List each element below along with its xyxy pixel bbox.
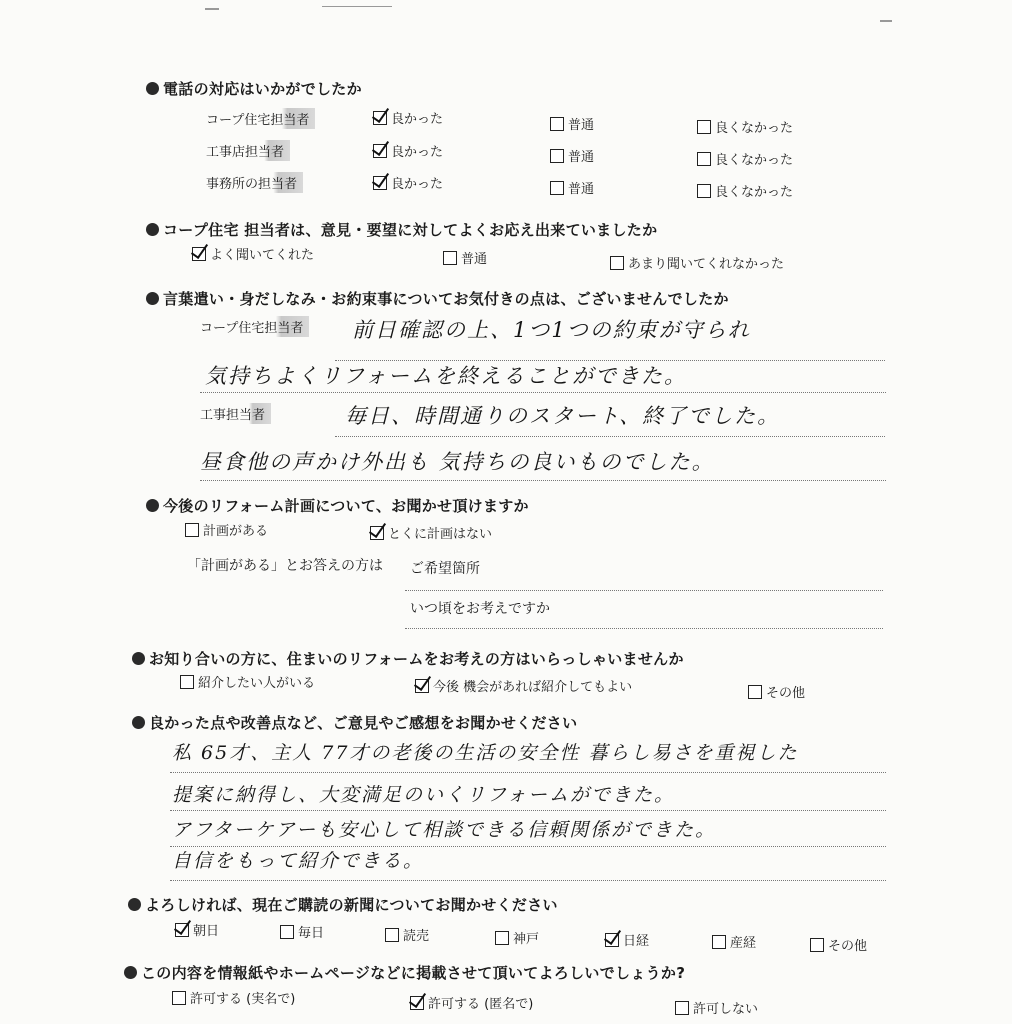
checkbox-icon[interactable] — [712, 935, 726, 949]
q8-opt-deny[interactable]: 許可しない — [675, 998, 758, 1017]
checkbox-icon[interactable] — [697, 184, 711, 198]
q3-coop-line1: 前日確認の上、1つ1つの約束が守られ — [352, 318, 751, 342]
q4-when-label: いつ頃をお考えですか — [410, 601, 550, 617]
q1-office-normal[interactable]: 普通 — [550, 178, 594, 197]
dotted-line — [170, 810, 886, 811]
q7-opt-other[interactable]: その他 — [810, 935, 867, 954]
when-field[interactable] — [405, 628, 883, 629]
place-field[interactable] — [405, 590, 883, 591]
q3-kouji-line1: 毎日、時間通りのスタート、終了でした。 — [345, 404, 781, 428]
q7-opt-nikkei[interactable]: 日経 — [605, 930, 649, 949]
checkbox-icon[interactable] — [373, 176, 387, 190]
q7-title: よろしければ、現在ご購読の新聞についてお聞かせください — [128, 894, 558, 915]
checkbox-icon[interactable] — [192, 247, 206, 261]
checkbox-icon[interactable] — [175, 923, 189, 937]
q1-role-coop: コープ住宅担当者 — [204, 108, 315, 129]
checkbox-icon[interactable] — [550, 181, 564, 195]
q1-kouji-good[interactable]: 良かった — [373, 141, 443, 160]
checkbox-icon[interactable] — [697, 120, 711, 134]
q8-opt-realname[interactable]: 許可する (実名で) — [172, 988, 295, 1007]
q1-role-office: 事務所の担当者 — [204, 172, 303, 193]
q7-opt-asahi[interactable]: 朝日 — [175, 920, 219, 939]
scan-artifact — [205, 8, 219, 10]
q6-line3: アフターケアーも安心して相談できる信頼関係ができた。 — [172, 819, 717, 841]
dotted-line — [170, 880, 886, 881]
checkbox-icon[interactable] — [810, 938, 824, 952]
checkbox-icon[interactable] — [550, 117, 564, 131]
q1-office-good[interactable]: 良かった — [373, 173, 443, 192]
checkbox-icon[interactable] — [370, 526, 384, 540]
q2-opt-bad[interactable]: あまり聞いてくれなかった — [610, 253, 784, 272]
q5-opt-future[interactable]: 今後 機会があれば紹介してもよい — [415, 676, 632, 695]
q7-opt-sankei[interactable]: 産経 — [712, 932, 756, 951]
dotted-line — [200, 392, 886, 393]
q1-coop-normal[interactable]: 普通 — [550, 114, 594, 133]
q6-title: 良かった点や改善点など、ご意見やご感想をお聞かせください — [132, 712, 577, 733]
dotted-line — [200, 480, 886, 481]
checkbox-icon[interactable] — [185, 523, 199, 537]
checkbox-icon[interactable] — [410, 996, 424, 1010]
q2-opt-good[interactable]: よく聞いてくれた — [192, 244, 314, 263]
checkbox-icon[interactable] — [495, 931, 509, 945]
q4-opt-noplan[interactable]: とくに計画はない — [370, 523, 492, 542]
dotted-line — [335, 436, 885, 437]
scan-artifact — [322, 6, 392, 7]
q6-line2: 提案に納得し、大変満足のいくリフォームができた。 — [172, 784, 676, 806]
checkbox-icon[interactable] — [373, 111, 387, 125]
q1-role-kouji: 工事店担当者 — [204, 140, 290, 161]
checkbox-icon[interactable] — [610, 256, 624, 270]
q8-title: この内容を情報紙やホームページなどに掲載させて頂いてよろしいでしょうか? — [124, 962, 685, 983]
checkbox-icon[interactable] — [605, 933, 619, 947]
q7-opt-yomiuri[interactable]: 読売 — [385, 925, 429, 944]
q7-opt-kobe[interactable]: 神戸 — [495, 928, 539, 947]
q1-coop-bad[interactable]: 良くなかった — [697, 117, 793, 136]
q3-kouji-label: 工事担当者 — [198, 403, 271, 424]
q1-kouji-normal[interactable]: 普通 — [550, 146, 594, 165]
q4-place-label: ご希望箇所 — [410, 561, 480, 577]
checkbox-icon[interactable] — [172, 991, 186, 1005]
q1-coop-good[interactable]: 良かった — [373, 108, 443, 127]
q3-coop-label: コープ住宅担当者 — [198, 316, 309, 337]
checkbox-icon[interactable] — [550, 149, 564, 163]
q6-line1: 私 65才、主人 77才の老後の生活の安全性 暮らし易さを重視した — [172, 742, 799, 764]
checkbox-icon[interactable] — [697, 152, 711, 166]
q4-followup: 「計画がある」とお答えの方は — [187, 558, 383, 574]
q2-opt-normal[interactable]: 普通 — [443, 248, 487, 267]
q4-opt-plan[interactable]: 計画がある — [185, 520, 268, 539]
q1-title: 電話の対応はいかがでしたか — [146, 78, 362, 99]
checkbox-icon[interactable] — [415, 679, 429, 693]
checkbox-icon[interactable] — [280, 925, 294, 939]
scan-artifact — [880, 20, 892, 22]
checkbox-icon[interactable] — [373, 144, 387, 158]
checkbox-icon[interactable] — [385, 928, 399, 942]
q1-office-bad[interactable]: 良くなかった — [697, 181, 793, 200]
q1-kouji-bad[interactable]: 良くなかった — [697, 149, 793, 168]
dotted-line — [170, 772, 886, 773]
q4-title: 今後のリフォーム計画について、お聞かせ頂けますか — [146, 495, 529, 516]
q3-title: 言葉遣い・身だしなみ・お約束事についてお気付きの点は、ございませんでしたか — [146, 288, 729, 309]
checkbox-icon[interactable] — [443, 251, 457, 265]
checkbox-icon[interactable] — [748, 685, 762, 699]
checkbox-icon[interactable] — [675, 1001, 689, 1015]
q6-line4: 自信をもって紹介できる。 — [172, 850, 425, 872]
checkbox-icon[interactable] — [180, 675, 194, 689]
q5-opt-other[interactable]: その他 — [748, 682, 805, 701]
q5-title: お知り合いの方に、住まいのリフォームをお考えの方はいらっしゃいませんか — [132, 648, 684, 669]
q3-coop-line2: 気持ちよくリフォームを終えることができた。 — [205, 364, 687, 388]
q2-title: コープ住宅 担当者は、意見・要望に対してよくお応え出来ていましたか — [146, 219, 657, 240]
q5-opt-introduce[interactable]: 紹介したい人がいる — [180, 672, 315, 691]
q8-opt-anonymous[interactable]: 許可する (匿名で) — [410, 993, 533, 1012]
q3-kouji-line2: 昼食他の声かけ外出も 気持ちの良いものでした。 — [200, 450, 715, 474]
q7-opt-mainichi[interactable]: 毎日 — [280, 922, 324, 941]
